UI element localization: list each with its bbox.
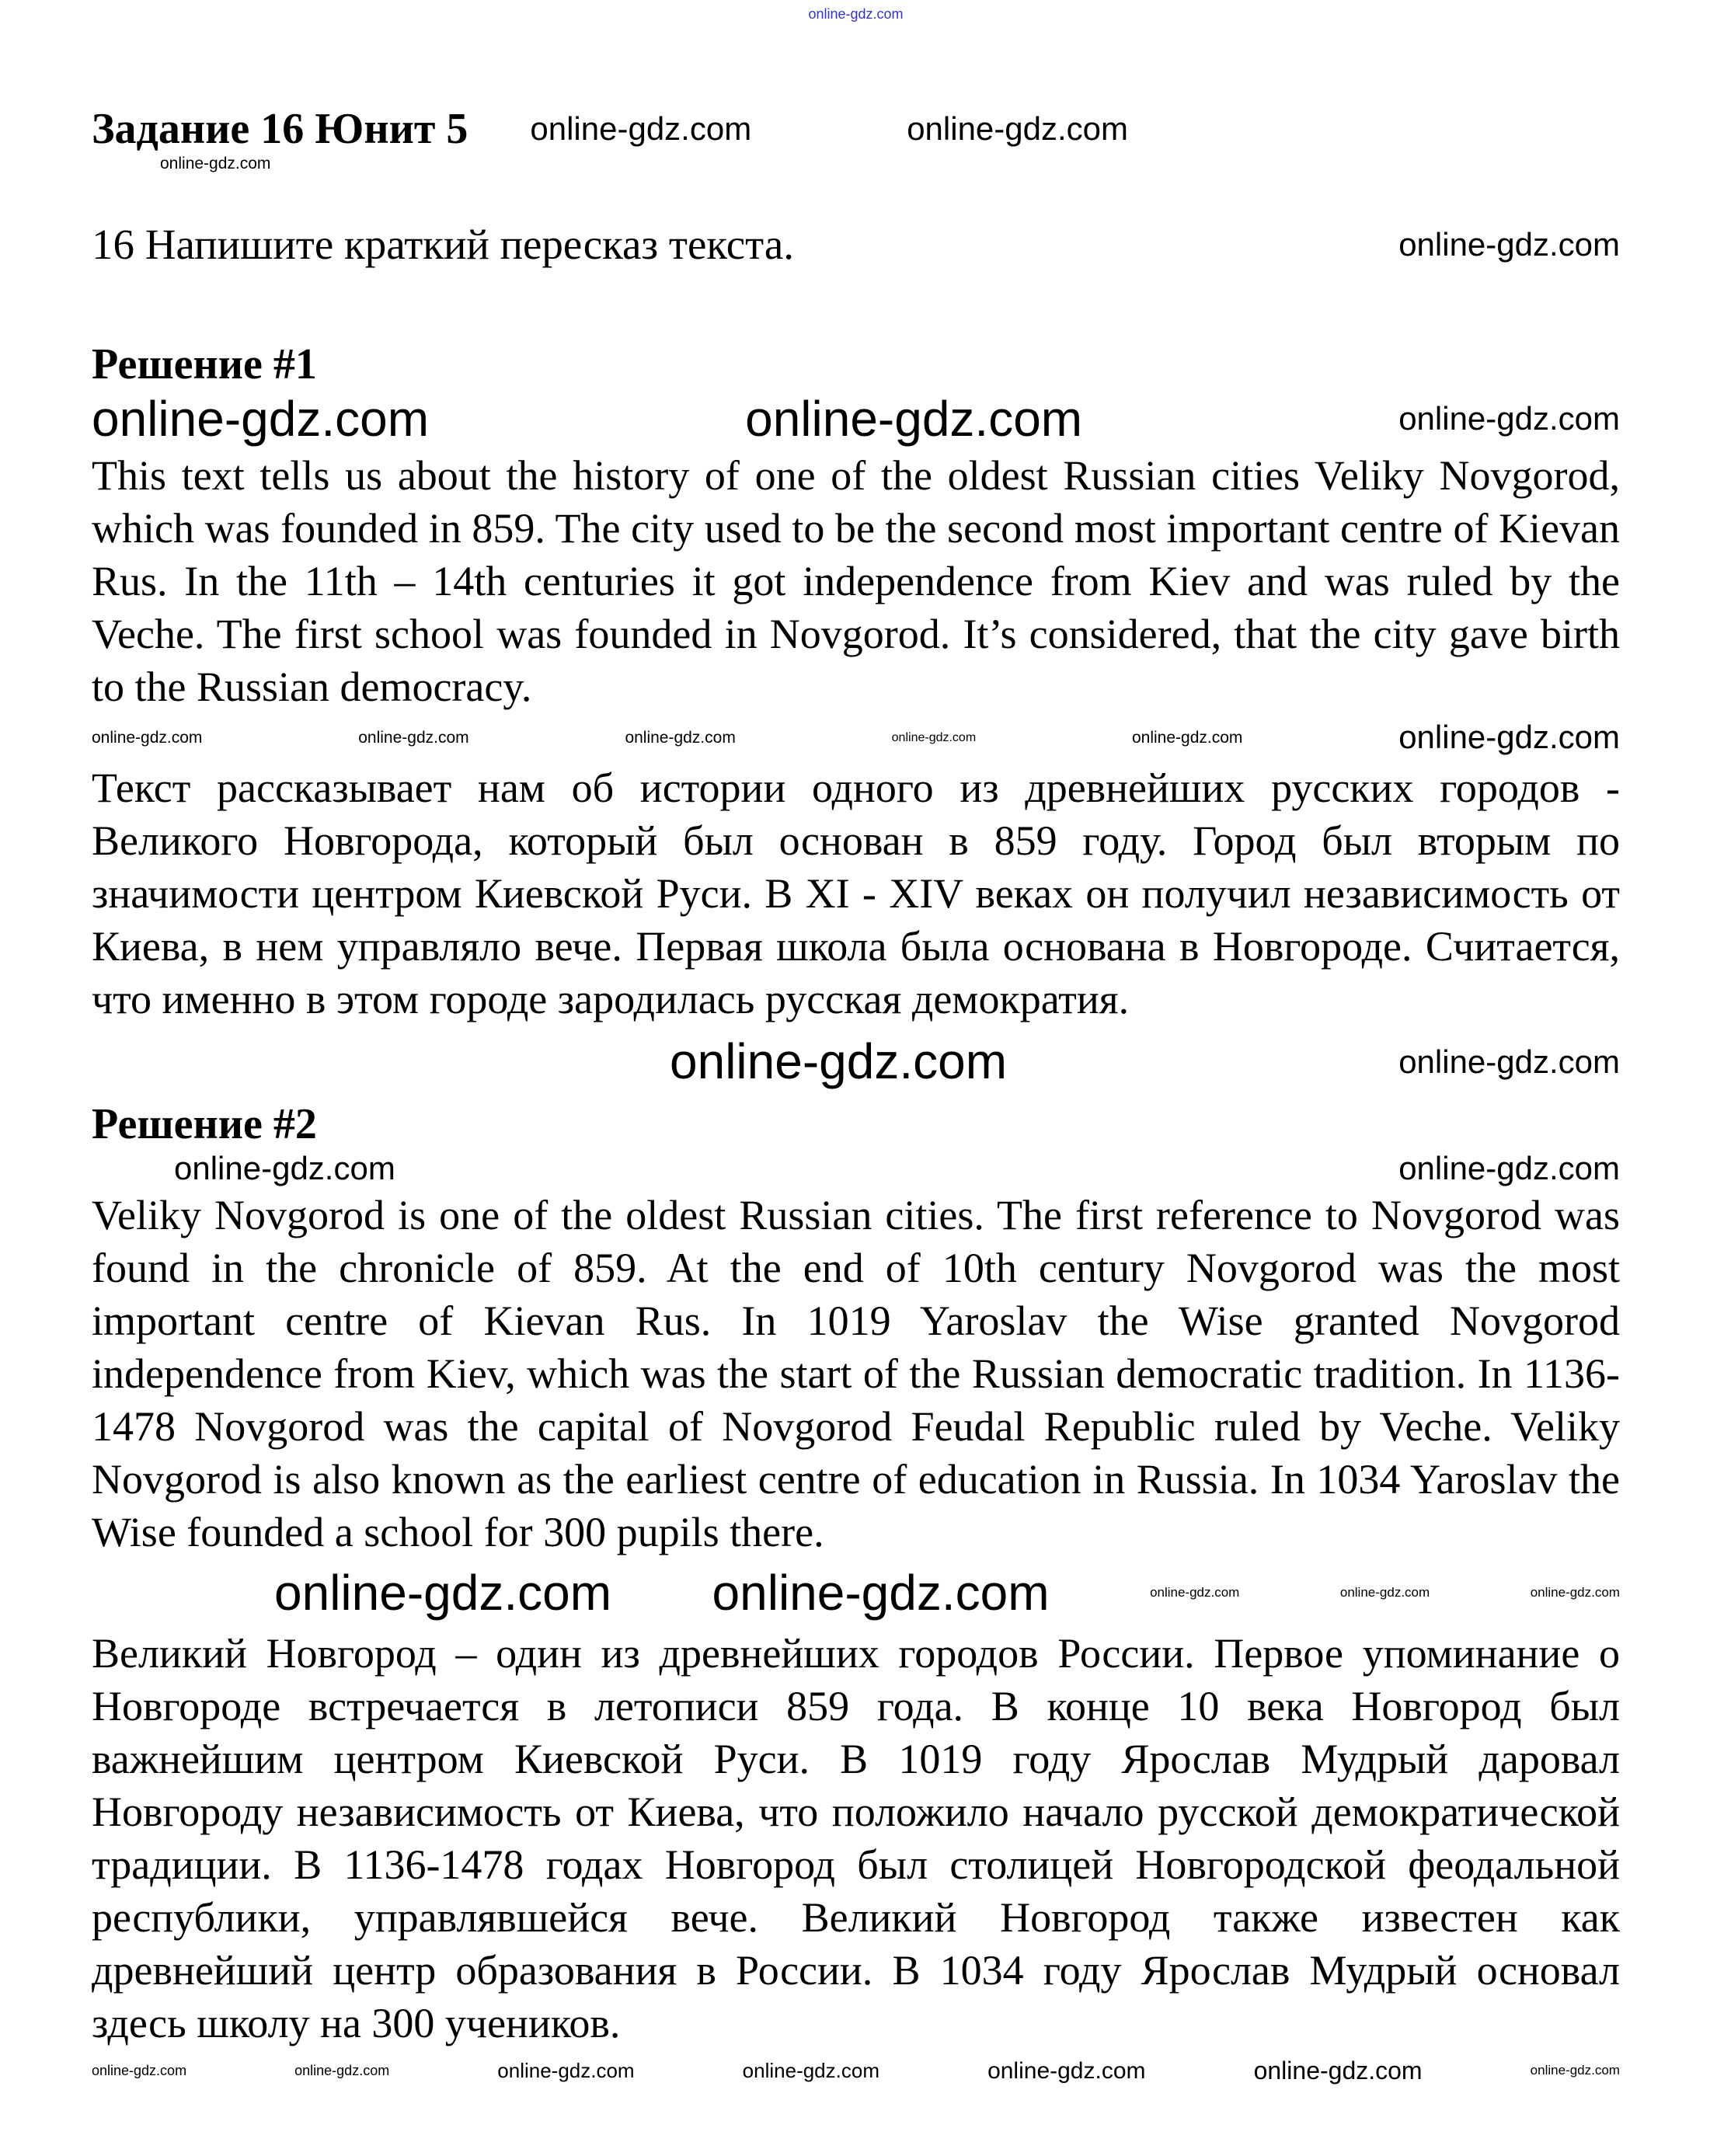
watermark: online-gdz.com [891,730,977,744]
watermark-row [92,154,1620,173]
watermark: online-gdz.com [808,6,904,23]
watermark: online-gdz.com [274,1564,611,1621]
watermark: online-gdz.com [92,728,203,747]
watermark: online-gdz.com [497,2058,635,2082]
solution-2-title: Решение #2 [92,1100,317,1149]
watermark: online-gdz.com [1530,1584,1620,1600]
solution-2-english-text: Veliky Novgorod is one of the oldest Russian cities. The first reference to Novgorod was found in the chronicle of 859. At the end of 10th century Novgorod was the most important centre of Kievan Rus. In 1019 Yaroslav the Wise granted Novgorod independence from Kiev, which was the start of the Russian democratic tradition. In 1136-1478 Novgorod was the capital of Novgorod Feudal Republic ruled by Veche. Veliky Novgorod is also known as the earliest centre of education in Russia. In 1034 Yaroslav the Wise founded a school for 300 pupils there. [92,1191,1620,1555]
watermark-row [92,2056,1620,2085]
watermark: online-gdz.com [92,391,429,448]
watermark: online-gdz.com [1398,1150,1620,1187]
task-row [92,220,1620,270]
solution-1-english-text: This text tells us about the history of one of the oldest Russian cities Veliky Novgorod, which was founded in 859. The city used to be the second most important centre of Kievan Rus. In the 11th – 14th centuries it got independence from Kiev and was ruled by the Veche. The first school was founded in Novgorod. It’s considered, that the city gave birth to the Russian democracy. [92,451,1620,710]
watermark: online-gdz.com [625,728,736,747]
watermark: online-gdz.com [1253,2057,1423,2085]
watermark: online-gdz.com [1339,1584,1430,1600]
watermark: online-gdz.com [1398,1043,1620,1080]
watermark: online-gdz.com [1150,1584,1240,1600]
watermark-row [92,1149,1620,1188]
watermark: online-gdz.com [1398,225,1620,263]
watermark: online-gdz.com [670,1033,1007,1090]
solution-2-russian-text: Великий Новгород – один из древнейших городов России. Первое упоминание о Новгороде встречается в летописи 859 года. В конце 10 века Новгород был важнейшим центром Киевской Руси. В 1019 году Ярослав Мудрый даровал Новгороду независимость от Киева, что положило начало русской демократической традиции. В 1136-1478 годах Новгород был столицей Новгородской феодальной республики, управлявшейся вече. Великий Новгород также известен как древнейший центр образования в России. В 1034 году Ярослав Мудрый основал здесь школу на 300 учеников. [92,1630,1620,2047]
task-text: 16 Напишите краткий пересказ текста. [92,221,794,269]
watermark: online-gdz.com [712,1564,1050,1621]
watermark: online-gdz.com [1398,718,1620,755]
watermark: online-gdz.com [1131,728,1243,747]
watermark: online-gdz.com [160,155,271,172]
watermark: online-gdz.com [358,728,469,747]
watermark-row [92,718,1620,757]
page-heading: Задание 16 Юнит 5 [92,105,468,153]
solution-1-title: Решение #1 [92,340,317,389]
solution-1-russian-text: Текст рассказывает нам об истории одного из древнейших русских городов - Великого Новгорода, который был основан в 859 году. Город был вторым по значимости центром Киевской Руси. В XI - XIV веках он получил независимость от Киева, в нем управляло вече. Первая школа была основана в Новгороде. Считается, что именно в этом городе зародилась русская демократия. [92,765,1620,1023]
watermark: online-gdz.com [1398,400,1620,437]
watermark: online-gdz.com [987,2057,1146,2084]
watermark: online-gdz.com [742,2058,879,2082]
watermark-row [92,1032,1620,1092]
watermark: online-gdz.com [174,1150,395,1187]
watermark: online-gdz.com [294,2062,390,2078]
watermark: online-gdz.com [92,2062,187,2078]
watermark: online-gdz.com [1530,2063,1620,2078]
heading-row [92,104,1620,154]
watermark-row [92,1563,1620,1623]
watermark-row [92,389,1620,449]
watermark: online-gdz.com [907,110,1128,147]
watermark: online-gdz.com [745,391,1083,448]
watermark: online-gdz.com [530,110,752,147]
top-watermark-row [92,3,1620,26]
